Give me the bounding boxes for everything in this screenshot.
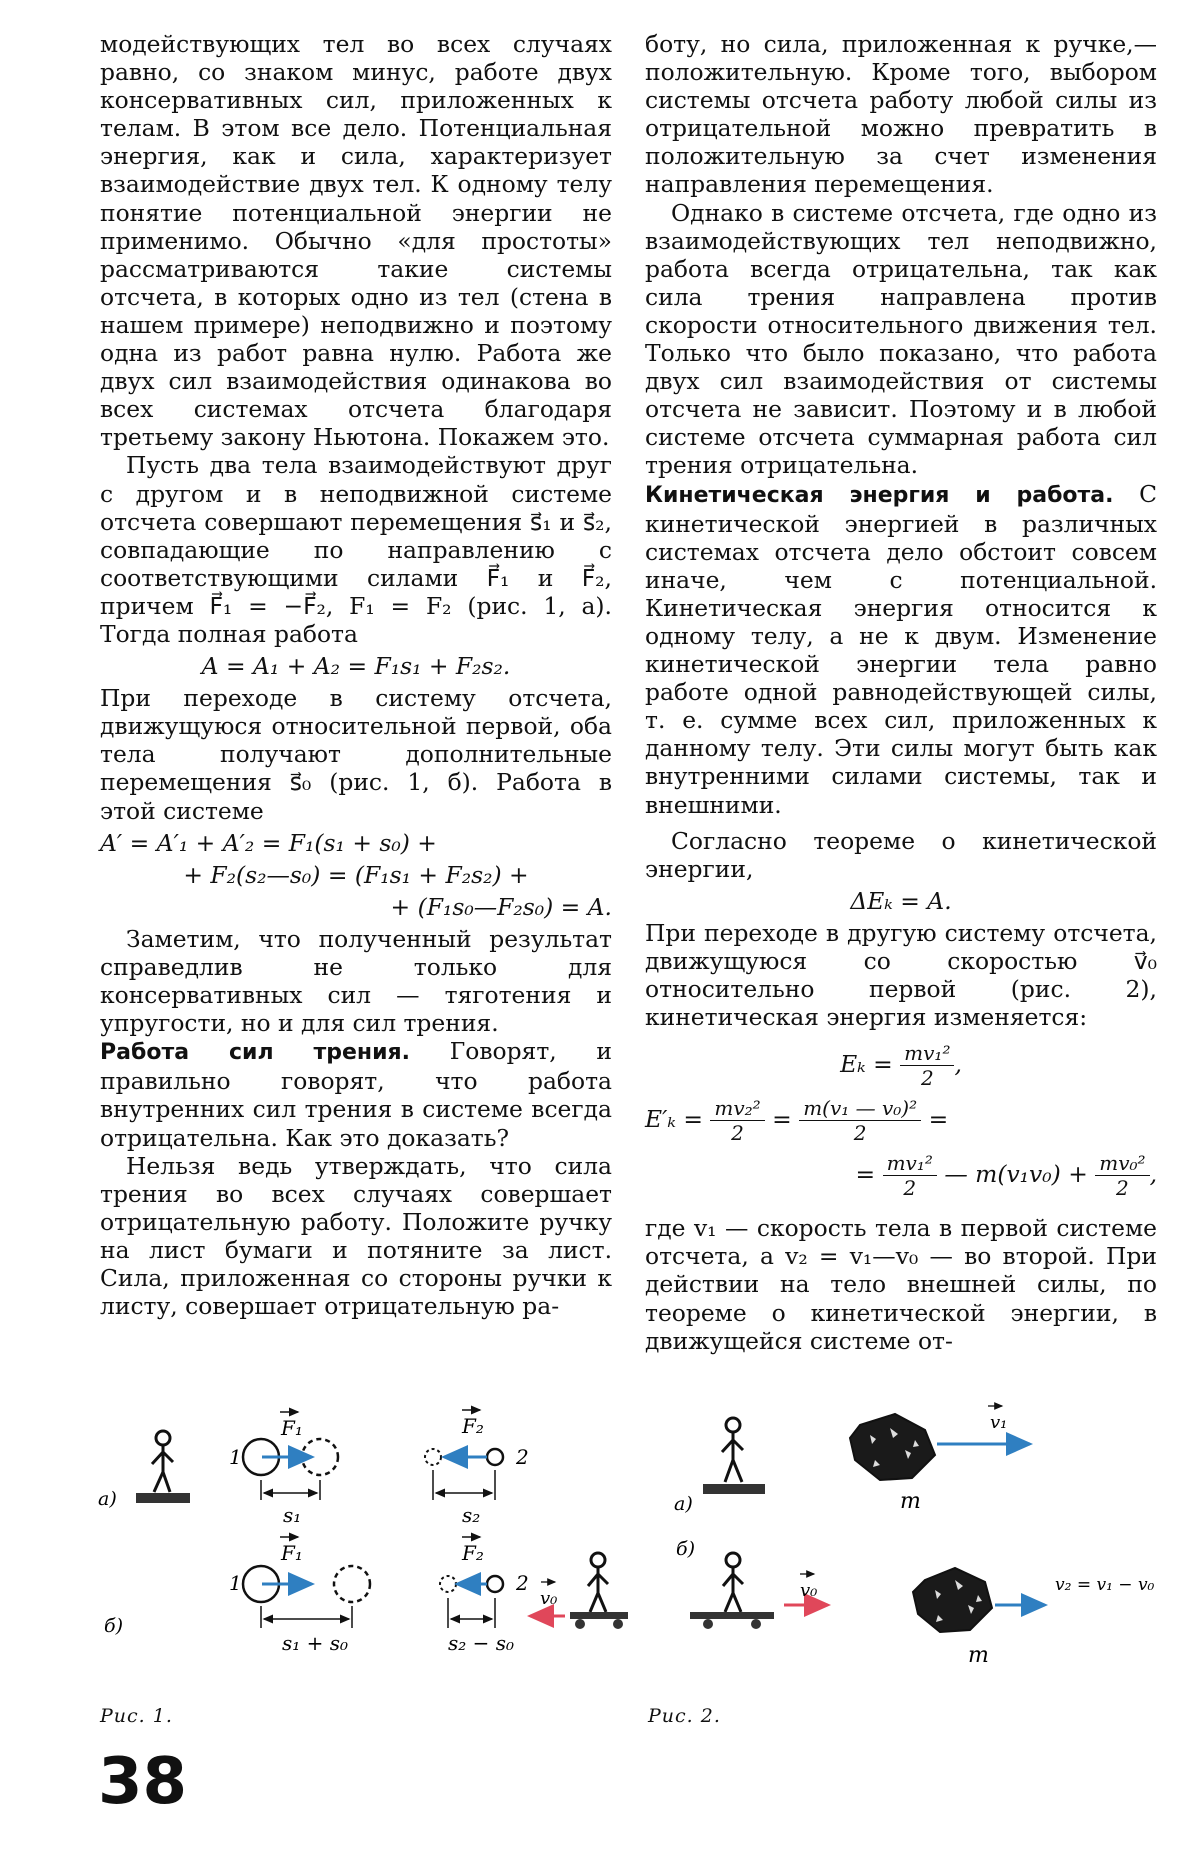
formula-part: Eₖ =	[840, 1050, 893, 1079]
denominator: 2	[731, 1121, 744, 1146]
body-2-icon	[487, 1449, 503, 1465]
figure-1-2-drawing	[0, 1400, 1200, 1730]
body-label: 1	[229, 1571, 242, 1595]
numerator: mv₀²	[1095, 1151, 1149, 1176]
formula-part: =	[928, 1105, 949, 1134]
displacement-label: s₁ + s₀	[282, 1631, 349, 1655]
paragraph: При переходе в систему отсчета, движущуюся относительной первой, оба тела получают дополнительные перемещения s⃗₀ (рис. 1, б). Работа в этой системе	[100, 684, 612, 825]
cart-icon	[570, 1612, 628, 1619]
formula-ek	[645, 1041, 1157, 1090]
figure2-a	[674, 1406, 1030, 1515]
left-column	[100, 30, 612, 1320]
fraction	[900, 1041, 954, 1090]
subfigure-label: а)	[674, 1493, 693, 1515]
paragraph: Пусть два тела взаимодействуют друг с другом и в неподвижной системе отсчета совершают перемещения s⃗₁ и s⃗₂, совпадающие по направлению с соответствующими силами F⃗₁ и F⃗₂, причем F⃗₁ = −F⃗₂, F₁ = F₂ (рис. 1, а). Тогда полная работа	[100, 451, 612, 648]
numerator: mv₁²	[883, 1151, 937, 1176]
force-label: F₂	[462, 1414, 484, 1438]
figure1-a	[98, 1410, 529, 1527]
body-label: 1	[229, 1445, 242, 1469]
observer-on-cart-icon	[588, 1553, 608, 1612]
denominator: 2	[920, 1066, 934, 1091]
subfigure-label: а)	[98, 1488, 117, 1510]
formula-expansion	[645, 1151, 1157, 1200]
paragraph: модействующих тел во всех случаях равно, со знаком минус, работе двух консервативных сил, приложенных к телам. В этом все дело. Потенциальная энергия, как и сила, характеризует взаимодействие двух тел. К одному телу понятие потенциальной энергии не применимо. Обычно «для простоты» рассматриваются такие системы отсчета, в которых одно из тел (стена в нашем примере) неподвижно и поэтому одна из работ равна нулю. Работа же двух сил взаимодействия одинакова во всех системах отсчета благодаря третьему закону Ньютона. Покажем это.	[100, 30, 612, 452]
formula-line: A′ = A′₁ + A′₂ = F₁(s₁ + s₀) +	[100, 828, 437, 857]
numerator: mv₁²	[900, 1041, 954, 1066]
formula-part: E′ₖ =	[645, 1105, 703, 1134]
page-number: 38	[98, 1745, 188, 1819]
force-label: F₁	[281, 1541, 303, 1565]
fraction	[799, 1096, 921, 1145]
formula-ek-prime	[645, 1096, 1157, 1145]
cart-icon	[690, 1612, 774, 1619]
paragraph: Заметим, что полученный результат справедлив не только для консервативных сил — тяготения и упругости, но и для сил трения.	[100, 924, 612, 1038]
paragraph: Нельзя ведь утверждать, что сила трения во всех случаях совершает отрицательную работу. Положите ручку на лист бумаги и потяните за лист. Сила, приложенная со стороны ручки к листу, совершает отрицательную ра-	[100, 1151, 612, 1321]
formula-part: ,	[954, 1050, 962, 1079]
denominator: 2	[1116, 1176, 1129, 1201]
force-label: F₁	[281, 1416, 303, 1440]
denominator: 2	[903, 1176, 917, 1201]
section-heading: Кинетическая энергия и работа.	[645, 482, 1114, 508]
figure1-caption: Рис. 1.	[100, 1705, 173, 1727]
section-heading: Работа сил трения.	[100, 1040, 411, 1066]
stone-icon	[850, 1414, 935, 1480]
body-label: 2	[516, 1571, 529, 1595]
paragraph-text: С кинетической энергией в различных системах отсчета дело обстоит совсем иначе, чем с потенциальной. Кинетическая энергия относится к одному телу, а не к двум. Изменение кинетической энергии тела равно работе одной равнодействующей силы, т. е. сумме всех сил, приложенных к данному телу. Эти силы могут быть как внутренними силами системы, так и внешними.	[645, 479, 1158, 819]
figure1-b	[104, 1537, 628, 1655]
figure2-b	[676, 1538, 1155, 1668]
fraction	[1095, 1151, 1149, 1200]
figure2-caption: Рис. 2.	[648, 1705, 721, 1727]
body-1-moved-icon	[334, 1566, 370, 1602]
observer-icon	[722, 1418, 743, 1482]
displacement-label: s₂	[462, 1503, 481, 1527]
paragraph	[100, 1037, 612, 1151]
paragraph: где v₁ — скорость тела в первой системе отсчета, а v₂ = v₁—v₀ — во второй. При действии на тело внешней силы, по теореме о кинетической энергии, в движущейся системе от-	[645, 1214, 1157, 1355]
numerator: m(v₁ — v₀)²	[799, 1096, 921, 1121]
fraction	[883, 1151, 937, 1200]
fraction	[710, 1096, 764, 1145]
body-2-icon	[487, 1576, 503, 1592]
paragraph: боту, но сила, приложенная к ручке,— положительную. Кроме того, выбором системы отсчета работу любой силы из отрицательной можно превратить в положительную за счет изменения направления перемещения.	[645, 30, 1157, 199]
formula-total-work: A = A₁ + A₂ = F₁s₁ + F₂s₂.	[201, 652, 511, 681]
body-label: 2	[516, 1445, 529, 1469]
formula-line: + F₂(s₂—s₀) = (F₁s₁ + F₂s₂) +	[183, 860, 529, 889]
mass-label: m	[968, 1643, 989, 1668]
velocity-equation: v₂ = v₁ − v₀	[1055, 1575, 1155, 1595]
ground-icon	[136, 1493, 190, 1503]
subfigure-label: б)	[676, 1538, 696, 1560]
right-column	[645, 30, 1157, 1355]
paragraph-text: Говорят, и правильно говорят, что работа внутренних сил трения в системе всегда отрицательна. Как это доказать?	[100, 1037, 613, 1152]
paragraph: При переходе в другую систему отсчета, движущуюся со скоростью v⃗₀ относительно первой (рис. 2), кинетическая энергия изменяется:	[645, 918, 1157, 1032]
paragraph: Однако в системе отсчета, где одно из взаимодействующих тел неподвижно, работа всегда отрицательна, так как сила трения направлена против скорости относительного движения тел. Только что было показано, что работа двух сил взаимодействия от системы отсчета не зависит. Поэтому и в любой системе отсчета суммарная работа сил трения отрицательна.	[645, 198, 1157, 480]
velocity-label: v₁	[990, 1412, 1008, 1433]
velocity-label: v₀	[800, 1580, 818, 1601]
formula-part: ,	[1149, 1160, 1157, 1189]
formula-kinetic-theorem: ΔEₖ = A.	[850, 886, 952, 915]
ground-icon	[703, 1484, 765, 1494]
observer-icon	[152, 1431, 173, 1492]
observer-on-cart-icon	[723, 1553, 743, 1612]
formula-part: =	[772, 1105, 792, 1134]
numerator: mv₂²	[710, 1096, 764, 1121]
body-2-moved-icon	[425, 1449, 441, 1465]
force-label: F₂	[462, 1541, 484, 1565]
formula-part: =	[855, 1160, 876, 1189]
paragraph	[645, 480, 1157, 819]
mass-label: m	[900, 1489, 921, 1514]
paragraph: Согласно теореме о кинетической энергии,	[645, 826, 1157, 883]
formula-part: — m(v₁v₀) +	[944, 1160, 1088, 1189]
velocity-label: v₀	[540, 1588, 558, 1609]
displacement-label: s₂ − s₀	[448, 1631, 515, 1655]
body-2-moved-icon	[440, 1576, 456, 1592]
displacement-label: s₁	[283, 1503, 302, 1527]
denominator: 2	[853, 1121, 867, 1146]
subfigure-label: б)	[104, 1615, 124, 1637]
formula-line: + (F₁s₀—F₂s₀) = A.	[390, 892, 612, 921]
